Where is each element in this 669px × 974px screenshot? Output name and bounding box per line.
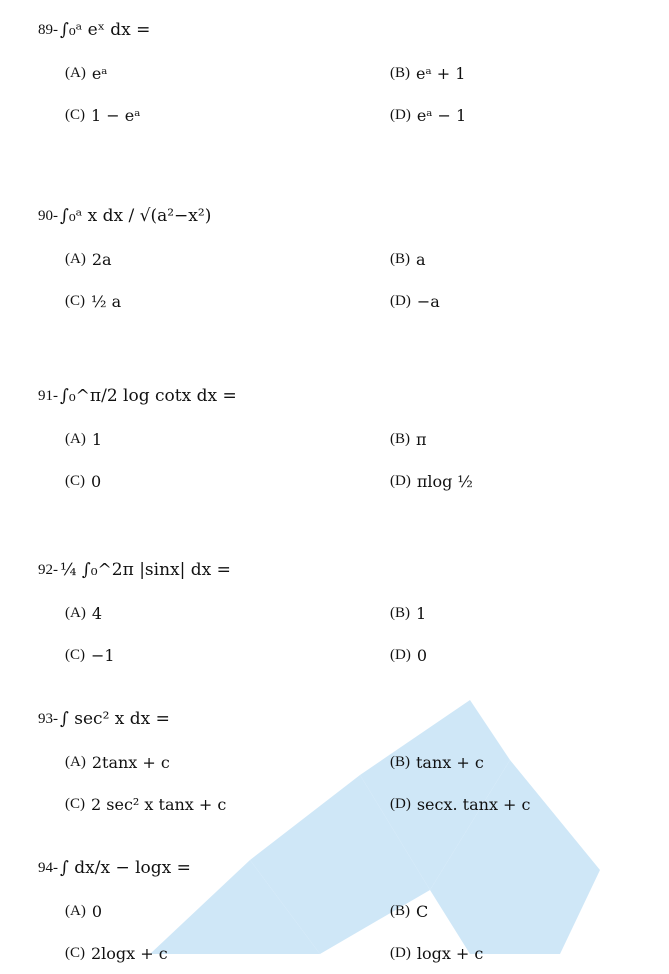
option-label: (D) xyxy=(390,944,411,961)
answer-option xyxy=(65,52,107,94)
option-value: 2logx + c xyxy=(91,943,168,963)
option-value: πlog ½ xyxy=(416,471,473,491)
question-block xyxy=(38,374,638,502)
option-value: 1 − eᵃ xyxy=(91,105,141,125)
question-number: 93- xyxy=(38,710,58,727)
options-row xyxy=(38,238,638,280)
option-value: 0 xyxy=(91,901,103,921)
option-value: logx + c xyxy=(416,943,484,963)
option-value: 1 xyxy=(91,429,103,449)
option-value: 0 xyxy=(91,471,102,491)
option-label: (C) xyxy=(65,106,85,123)
question-stem xyxy=(38,846,638,890)
question-number: 89- xyxy=(38,21,58,38)
answer-option xyxy=(390,592,426,634)
answer-option xyxy=(65,634,115,676)
answer-option xyxy=(65,741,170,783)
option-label: (A) xyxy=(65,604,86,621)
question-expression: ¼ ∫₀^2π |sinx| dx = xyxy=(60,560,231,580)
option-value: eᵃ − 1 xyxy=(416,105,467,125)
option-label: (C) xyxy=(65,472,85,489)
option-value: 0 xyxy=(416,645,428,665)
question-block xyxy=(38,8,638,136)
question-expression: ∫₀ᵃ x dx / √(a²−x²) xyxy=(60,206,212,226)
question-stem xyxy=(38,8,638,52)
option-label: (B) xyxy=(390,604,410,621)
options-row xyxy=(38,418,638,460)
option-label: (D) xyxy=(390,795,411,812)
option-label: (C) xyxy=(65,292,85,309)
answer-option xyxy=(390,418,427,460)
options-row xyxy=(38,741,638,783)
option-value: 2 sec² x tanx + c xyxy=(91,794,227,814)
answer-option xyxy=(65,280,121,322)
question-number: 90- xyxy=(38,207,58,224)
question-number: 92- xyxy=(38,561,58,578)
option-label: (B) xyxy=(390,64,410,81)
option-label: (A) xyxy=(65,250,86,267)
option-label: (C) xyxy=(65,795,85,812)
option-label: (D) xyxy=(390,646,411,663)
answer-option xyxy=(390,890,428,932)
options-row xyxy=(38,460,638,502)
answer-option xyxy=(390,52,465,94)
option-label: (D) xyxy=(390,106,411,123)
answer-option xyxy=(65,238,112,280)
option-label: (A) xyxy=(65,64,86,81)
answer-option xyxy=(390,634,427,676)
option-label: (B) xyxy=(390,753,410,770)
options-row xyxy=(38,280,638,322)
option-value: −a xyxy=(416,291,440,311)
answer-option xyxy=(390,783,531,825)
option-value: tanx + c xyxy=(416,752,484,772)
question-expression: ∫₀^π/2 log cotx dx = xyxy=(60,386,237,406)
answer-option xyxy=(65,460,101,502)
option-value: π xyxy=(416,429,427,449)
question-stem xyxy=(38,374,638,418)
answer-option xyxy=(65,94,140,136)
options-row xyxy=(38,634,638,676)
answer-option xyxy=(65,932,168,974)
option-value: eᵃ + 1 xyxy=(416,63,466,83)
answer-option xyxy=(390,741,484,783)
question-expression: ∫₀ᵃ eˣ dx = xyxy=(60,20,151,40)
question-stem xyxy=(38,548,638,592)
options-row xyxy=(38,592,638,634)
option-value: −1 xyxy=(91,645,115,665)
option-label: (B) xyxy=(390,250,410,267)
options-row xyxy=(38,783,638,825)
option-value: secx. tanx + c xyxy=(416,794,531,814)
question-block xyxy=(38,697,638,825)
option-value: a xyxy=(416,249,426,269)
option-label: (A) xyxy=(65,902,86,919)
question-block xyxy=(38,846,638,974)
option-label: (A) xyxy=(65,753,86,770)
option-label: (C) xyxy=(65,944,85,961)
answer-option xyxy=(390,238,426,280)
question-number: 94- xyxy=(38,859,58,876)
answer-option xyxy=(65,418,102,460)
option-value: 2tanx + c xyxy=(91,752,170,772)
question-expression: ∫ sec² x dx = xyxy=(60,709,170,729)
options-row xyxy=(38,52,638,94)
answer-option xyxy=(390,94,466,136)
option-value: ½ a xyxy=(91,291,122,311)
question-stem xyxy=(38,697,638,741)
option-label: (D) xyxy=(390,472,411,489)
option-value: eᵃ xyxy=(91,63,108,83)
answer-option xyxy=(65,592,102,634)
question-block xyxy=(38,194,638,322)
option-label: (A) xyxy=(65,430,86,447)
answer-option xyxy=(390,280,440,322)
option-value: 4 xyxy=(91,603,103,623)
options-row xyxy=(38,890,638,932)
question-expression: ∫ dx/x − logx = xyxy=(60,858,191,878)
options-row xyxy=(38,94,638,136)
question-stem xyxy=(38,194,638,238)
option-value: 1 xyxy=(416,603,427,623)
option-label: (B) xyxy=(390,430,410,447)
answer-option xyxy=(390,460,473,502)
option-value: C xyxy=(416,901,429,921)
option-value: 2a xyxy=(91,249,112,269)
option-label: (D) xyxy=(390,292,411,309)
answer-option xyxy=(390,932,483,974)
options-row xyxy=(38,932,638,974)
answer-option xyxy=(65,890,102,932)
answer-option xyxy=(65,783,226,825)
option-label: (C) xyxy=(65,646,85,663)
question-number: 91- xyxy=(38,387,58,404)
question-block xyxy=(38,548,638,676)
option-label: (B) xyxy=(390,902,410,919)
